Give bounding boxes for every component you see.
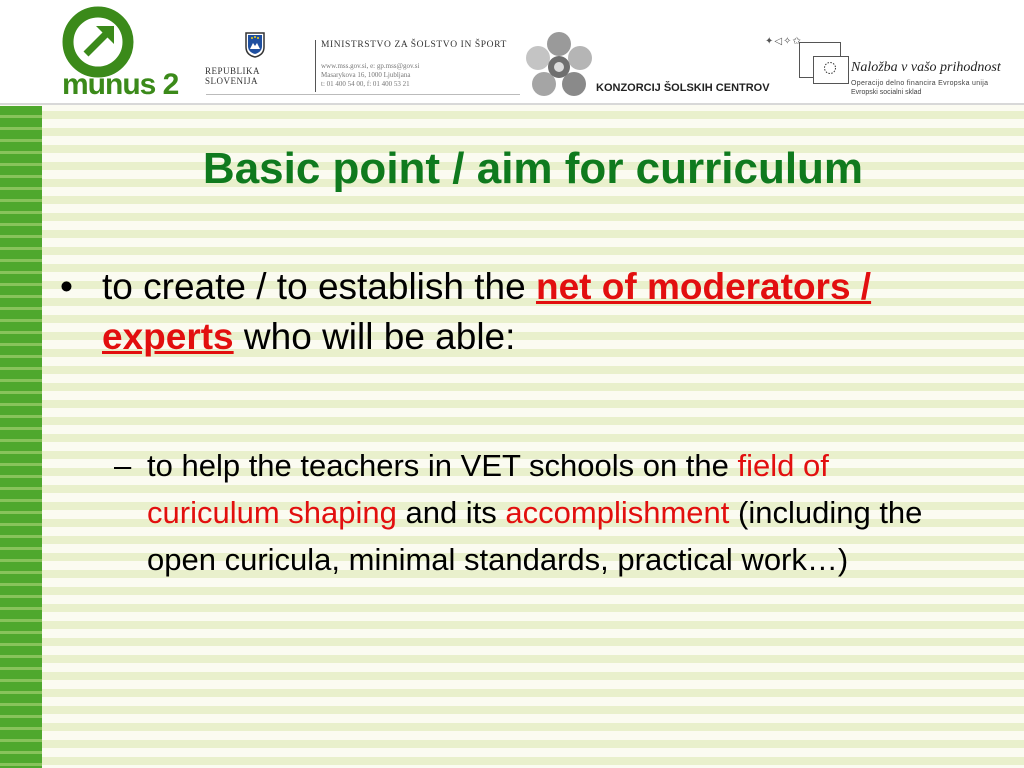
bullet-item bbox=[60, 262, 960, 362]
highlight-text: accomplishment bbox=[505, 495, 730, 530]
consortium-flower-icon bbox=[520, 30, 598, 102]
sub-bullet-text-part: to help the teachers in VET schools on the bbox=[147, 448, 738, 483]
bullet-text bbox=[102, 262, 960, 362]
eu-program-text: Operacijo delno financira Evropska unija bbox=[851, 80, 989, 87]
ministry-name: MINISTRSTVO ZA ŠOLSTVO IN ŠPORT bbox=[321, 40, 507, 50]
header-rule bbox=[0, 103, 1024, 105]
highlight-text: net of moderators / experts bbox=[102, 266, 872, 357]
header-band bbox=[0, 0, 1024, 104]
ministry-address-line: t: 01 400 54 00, f: 01 400 53 21 bbox=[321, 80, 410, 88]
stars-icon: ✦◁✧✩ bbox=[765, 36, 802, 47]
ministry-block bbox=[321, 40, 521, 100]
header-underline bbox=[206, 94, 520, 95]
republika-slovenija-block bbox=[205, 28, 305, 98]
left-decorative-bar bbox=[0, 106, 42, 768]
eu-funding-block bbox=[765, 36, 1020, 100]
header-divider bbox=[315, 40, 316, 92]
logo-text: munus 2 bbox=[62, 68, 179, 101]
sub-bullet-text bbox=[147, 442, 954, 583]
slide-title: Basic point / aim for curriculum bbox=[202, 144, 864, 193]
bullet-text-part: who will be able: bbox=[233, 316, 516, 357]
consortium-name: KONZORCIJ ŠOLSKIH CENTROV bbox=[596, 82, 770, 94]
bullet-text-part: to create / to establish the bbox=[102, 266, 536, 307]
eu-slogan: Naložba v vašo prihodnost bbox=[851, 60, 1001, 75]
eu-flag-icon bbox=[819, 60, 841, 76]
highlight-text: field of curiculum shaping bbox=[147, 448, 829, 530]
ministry-address-line: Masarykova 16, 1000 Ljubljana bbox=[321, 71, 411, 79]
eu-fund-text: Evropski socialni sklad bbox=[851, 89, 922, 96]
ministry-address bbox=[321, 62, 521, 89]
sub-bullet-marker: – bbox=[114, 448, 132, 483]
coat-of-arms-icon bbox=[245, 32, 265, 58]
sub-bullet-text-part: (including the open curicula, minimal standards, practical work…) bbox=[147, 495, 923, 577]
sub-bullet-item bbox=[114, 442, 954, 583]
bullet-marker: • bbox=[60, 266, 73, 307]
republika-slovenija-label: REPUBLIKA SLOVENIJA bbox=[205, 66, 260, 86]
sub-bullet-text-part: and its bbox=[396, 495, 506, 530]
ministry-address-line: www.mss.gov.si, e: gp.mss@gov.si bbox=[321, 62, 420, 70]
